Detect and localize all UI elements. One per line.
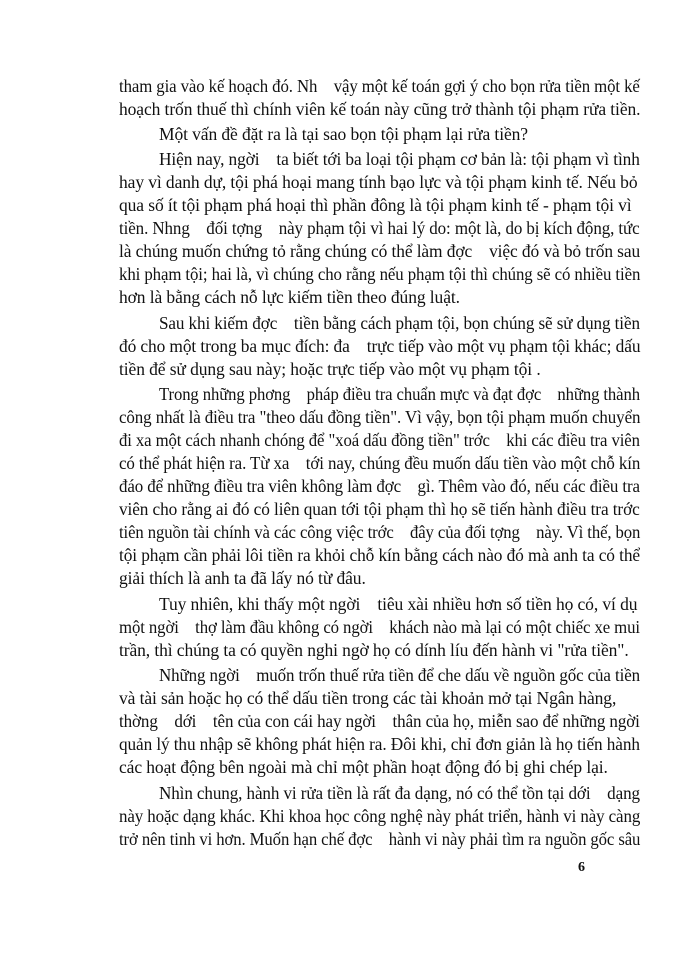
text-line: Những ngời muốn trốn thuế rửa tiền để che dấu về nguồn gốc của tiền [159,665,640,685]
text-line: một ngời thợ làm đầu không có ngời khách nào mà lại có một chiếc xe mui [119,617,640,637]
text-line: Trong những phơng pháp điều tra chuẩn mực và đạt đợc những thành [159,384,640,404]
text-line: này hoặc dạng khác. Khi khoa học công nghệ này phát triển, hành vi này càng [119,806,641,826]
text-line: đó cho một trong ba mục đích: đa trực tiếp vào một vụ phạm tội khác; dấu [119,336,641,356]
text-line: công nhất là điều tra "theo dấu đồng tiền". Vì vậy, bọn tội phạm muốn chuyển [119,407,641,427]
text-line: hơn là bằng cách nỗ lực kiếm tiền theo đúng luật. [119,287,460,307]
text-line: tiền. Nhng đối tợng này phạm tội vì hai lý do: một là, do bị kích động, tức [119,218,640,238]
text-line: các hoạt động bên ngoài mà chỉ một phần hoạt động đó bị ghi chép lại. [119,757,608,777]
text-line: khi phạm tội; hai là, vì chúng cho rằng nếu phạm tội thì chúng sẽ có nhiều tiền [119,264,641,284]
text-line: Tuy nhiên, khi thấy một ngời tiêu xài nhiều hơn số tiền họ có, ví dụ [159,594,638,614]
text-line: đi xa một cách nhanh chóng để "xoá dấu đồng tiền" trớc khi các điều tra viên [119,430,640,450]
text-line: thờng dới tên của con cái hay ngời thân của họ, miễn sao để những ngời [119,711,640,731]
text-line: Một vấn đề đặt ra là tại sao bọn tội phạm lại rửa tiền? [159,124,528,144]
text-line: qua số ít tội phạm phá hoại thì phần đông là tội phạm kinh tế - phạm tội vì [119,195,632,215]
text-line: và tài sản hoặc họ có thể dấu tiền trong các tài khoản mở tại Ngân hàng, [119,688,617,708]
text-line: tội phạm cần phải lôi tiền ra khỏi chỗ kín bằng cách nào đó mà anh ta có thể [119,545,640,565]
text-line: trần, thì chúng ta có quyền nghi ngờ họ có dính líu đến hành vi "rửa tiền". [119,640,629,660]
text-line: quản lý thu nhập sẽ không phát hiện ra. Đôi khi, chỉ đơn giản là họ tiến hành [119,734,640,754]
text-line: Nhìn chung, hành vi rửa tiền là rất đa dạng, nó có thể tồn tại dới dạng [159,783,640,803]
text-line: giải thích là anh ta đã lấy nó từ đâu. [119,568,366,588]
text-line: trở nên tinh vi hơn. Muốn hạn chế đợc hành vi này phải tìm ra nguồn gốc sâu [119,829,641,849]
text-line: Sau khi kiếm đợc tiền bằng cách phạm tội, bọn chúng sẽ sử dụng tiền [159,313,640,333]
text-line: hay vì danh dự, tội phá hoại mang tính bạo lực và tội phạm kinh tế. Nếu bỏ [119,172,638,192]
text-line: hoạch trốn thuế thì chính viên kế toán này cũng trở thành tội phạm rửa tiền. [119,99,641,119]
text-line: viên cho rằng ai đó có liên quan tới tội phạm thì họ sẽ tiến hành điều tra trớc [119,499,640,519]
text-line: là chúng muốn chứng tỏ rằng chúng có thể làm đợc việc đó và bỏ trốn sau [119,241,641,261]
text-line: tiền để sử dụng sau này; hoặc trực tiếp vào một vụ phạm tội . [119,359,541,379]
text-line: tham gia vào kế hoạch đó. Nh vậy một kế toán gợi ý cho bọn rửa tiền một kế [119,76,640,96]
text-line: có thể phát hiện ra. Từ xa tới nay, chúng đều muốn dấu tiền vào một chỗ kín [119,453,641,473]
text-line: đáo để những điều tra viên không làm đợc gì. Thêm vào đó, nếu các điều tra [119,476,640,496]
text-line: Hiện nay, ngời ta biết tới ba loại tội phạm cơ bản là: tội phạm vì tình [159,149,640,169]
page-number: 6 [578,860,585,875]
text-line: tiên nguồn tài chính và các công việc trớc đây của đối tợng này. Vì thế, bọn [119,522,641,542]
